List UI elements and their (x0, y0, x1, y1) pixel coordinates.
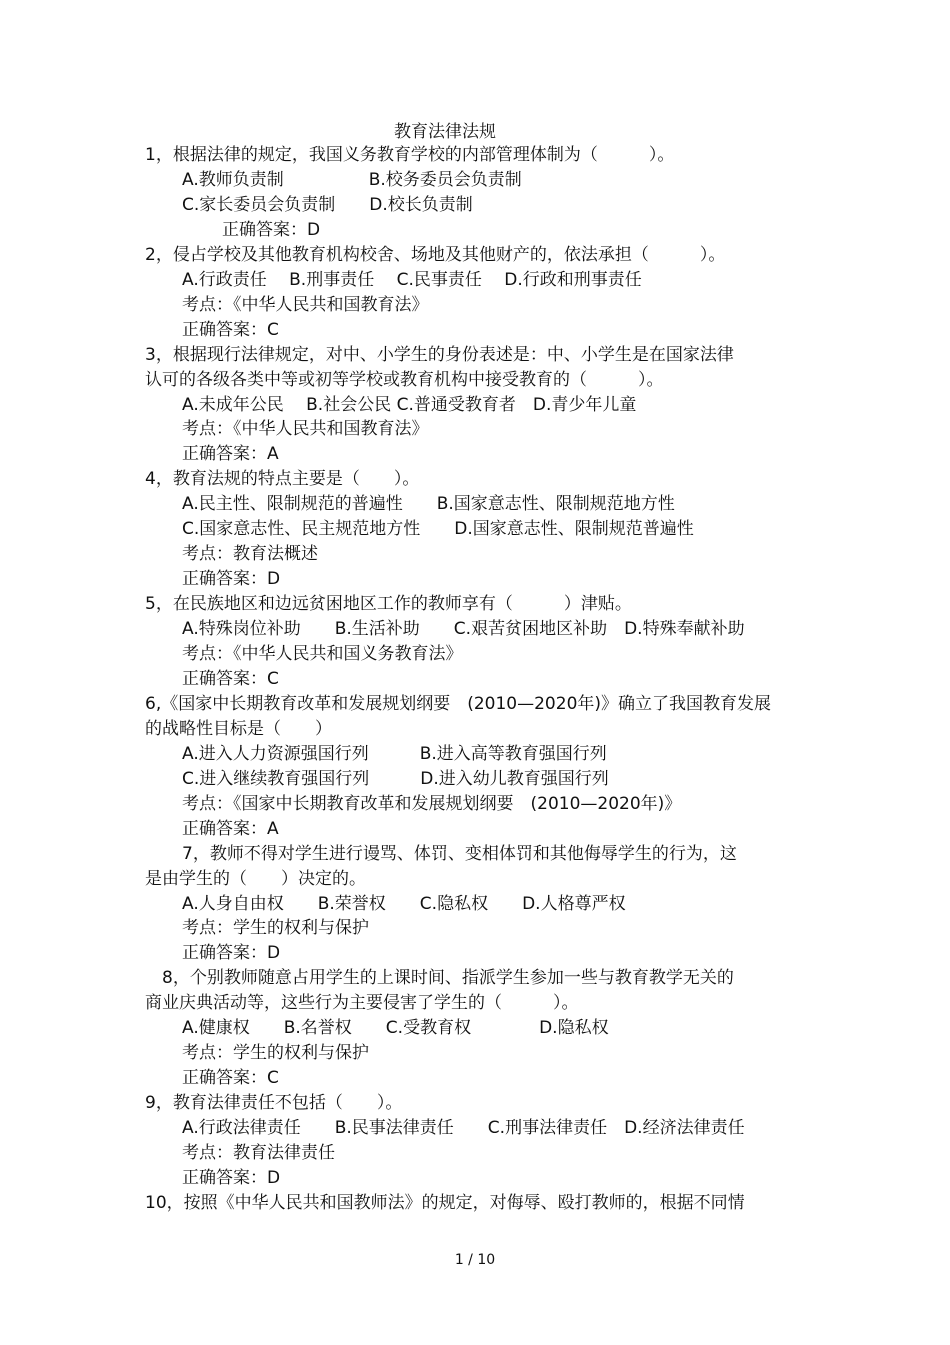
text-line: A.民主性、限制规范的普遍性 B.国家意志性、限制规范地方性 (182, 494, 675, 515)
text-line: A.进入人力资源强国行列 B.进入高等教育强国行列 (182, 743, 607, 764)
text-line: 正确答案：C (182, 668, 279, 689)
text-line: 考点：学生的权利与保护 (182, 1043, 369, 1064)
text-line: A.特殊岗位补助 B.生活补助 C.艰苦贫困地区补助 D.特殊奉献补助 (182, 619, 745, 640)
text-line: 10，按照《中华人民共和国教师法》的规定，对侮辱、殴打教师的，根据不同情 (145, 1192, 745, 1213)
text-line: 正确答案：A (182, 818, 279, 839)
text-line: 7，教师不得对学生进行谩骂、体罚、变相体罚和其他侮辱学生的行为，这 (182, 843, 737, 864)
text-line: 考点：《中华人民共和国义务教育法》 (182, 644, 463, 664)
text-line: 正确答案：A (182, 444, 279, 465)
text-line: A.教师负责制 B.校务委员会负责制 (182, 169, 522, 190)
text-line: 正确答案：D (222, 219, 321, 240)
text-line: 8，个别教师随意占用学生的上课时间、指派学生参加一些与教育教学无关的 (162, 968, 734, 989)
text-line: 正确答案：C (182, 319, 279, 340)
document-title: 教育法律法规 (394, 122, 496, 142)
text-line: A.未成年公民 B.社会公民 C.普通受教育者 D.青少年儿童 (182, 394, 637, 415)
text-line: 9，教育法律责任不包括（ ）。 (145, 1093, 403, 1114)
text-line: 考点：教育法概述 (182, 544, 318, 565)
text-line: 6,《国家中长期教育改革和发展规划纲要 (2010—2020年)》确立了我国教育发展 (145, 693, 772, 714)
text-line: 的战略性目标是（ ） (145, 718, 332, 739)
text-line: 2，侵占学校及其他教育机构校舍、场地及其他财产的，依法承担（ ）。 (145, 244, 726, 265)
text-line: 考点：《国家中长期教育改革和发展规划纲要 (2010—2020年)》 (182, 793, 682, 814)
text-line: C.家长委员会负责制 D.校长负责制 (182, 194, 473, 215)
text-line: 考点：教育法律责任 (182, 1143, 335, 1163)
text-line: 正确答案：D (182, 943, 281, 964)
page-number: 1 / 10 (454, 1252, 496, 1268)
text-line: A.人身自由权 B.荣誉权 C.隐私权 D.人格尊严权 (182, 893, 626, 914)
text-line: 4，教育法规的特点主要是（ ）。 (145, 469, 420, 490)
text-line: 认可的各级各类中等或初等学校或教育机构中接受教育的（ ）。 (145, 369, 664, 390)
text-line: 正确答案：D (182, 1167, 281, 1188)
text-line: C.国家意志性、民主规范地方性 D.国家意志性、限制规范普遍性 (182, 519, 694, 540)
text-line: 正确答案：C (182, 1068, 279, 1089)
text-line: A.行政责任 B.刑事责任 C.民事责任 D.行政和刑事责任 (182, 269, 642, 290)
text-line: A.健康权 B.名誉权 C.受教育权 D.隐私权 (182, 1018, 609, 1039)
text-line: 3，根据现行法律规定，对中、小学生的身份表述是：中、小学生是在国家法律 (145, 344, 734, 365)
text-line: 是由学生的（ ）决定的。 (145, 868, 366, 889)
text-line: 考点：《中华人民共和国教育法》 (182, 294, 429, 315)
text-line: 正确答案：D (182, 569, 281, 590)
text-line: 5，在民族地区和边远贫困地区工作的教师享有（ ）津贴。 (145, 594, 632, 615)
text-line: 考点：学生的权利与保护 (182, 918, 369, 939)
text-line: 商业庆典活动等，这些行为主要侵害了学生的（ ）。 (145, 993, 579, 1014)
text-line: 1，根据法律的规定，我国义务教育学校的内部管理体制为（ ）。 (145, 145, 675, 165)
text-line: 考点：《中华人民共和国教育法》 (182, 419, 429, 440)
text-line: C.进入继续教育强国行列 D.进入幼儿教育强国行列 (182, 768, 609, 789)
text-line: A.行政法律责任 B.民事法律责任 C.刑事法律责任 D.经济法律责任 (182, 1118, 745, 1139)
